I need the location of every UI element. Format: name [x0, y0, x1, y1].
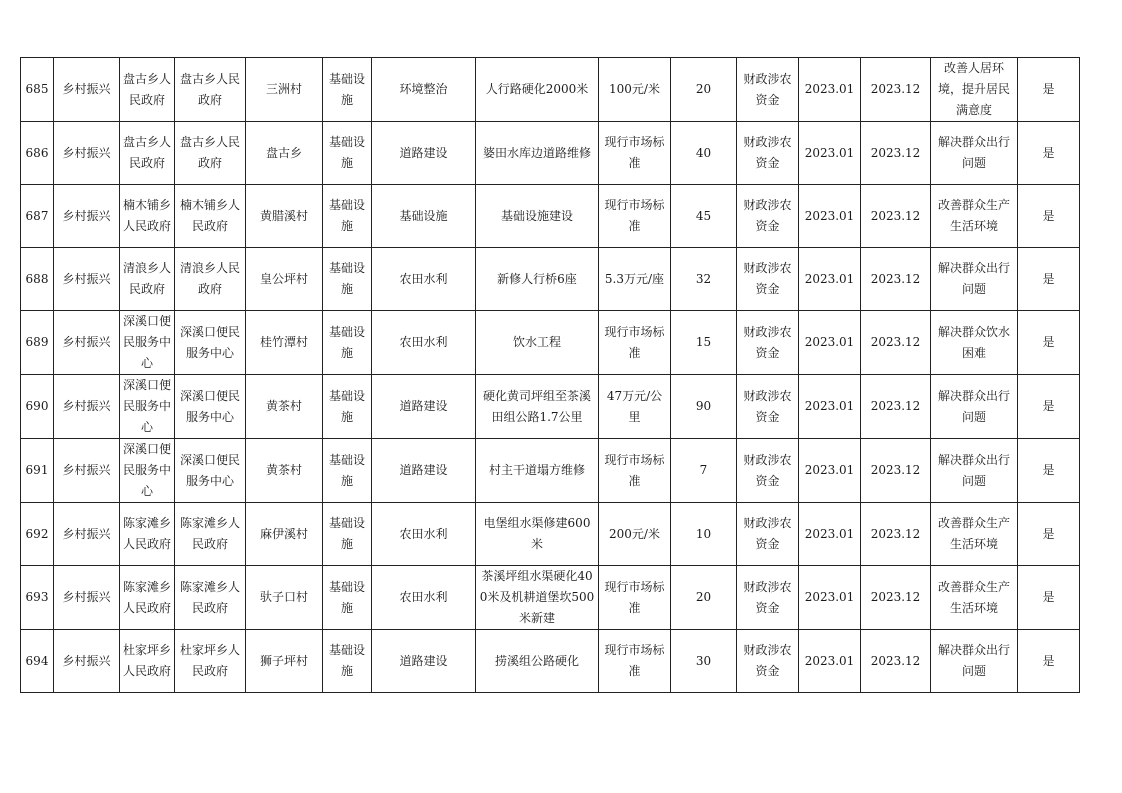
responsible-unit-cell: 盘古乡人民政府	[120, 58, 175, 122]
start-date-cell: 2023.01	[799, 630, 861, 693]
end-date-cell: 2023.12	[861, 122, 931, 185]
start-date-cell: 2023.01	[799, 311, 861, 375]
project-subtype-cell: 农田水利	[372, 566, 476, 630]
end-date-cell: 2023.12	[861, 311, 931, 375]
benefit-cell: 解决群众出行问题	[931, 630, 1018, 693]
row-number-cell: 688	[21, 248, 54, 311]
implementing-unit-cell: 深溪口便民服务中心	[175, 311, 246, 375]
subsidy-standard-cell: 5.3万元/座	[599, 248, 671, 311]
implementing-unit-cell: 盘古乡人民政府	[175, 122, 246, 185]
responsible-unit-cell: 陈家滩乡人民政府	[120, 566, 175, 630]
start-date-cell: 2023.01	[799, 122, 861, 185]
location-cell: 盘古乡	[246, 122, 323, 185]
fund-source-cell: 财政涉农资金	[737, 503, 799, 566]
implementing-unit-cell: 深溪口便民服务中心	[175, 439, 246, 503]
investment-amount-cell: 90	[671, 375, 737, 439]
category-cell: 乡村振兴	[54, 630, 120, 693]
table-row	[21, 375, 1080, 439]
construction-content-cell: 硬化黄司坪组至茶溪田组公路1.7公里	[476, 375, 599, 439]
table-row	[21, 439, 1080, 503]
benefit-cell: 改善群众生产生活环境	[931, 566, 1018, 630]
project-subtype-cell: 农田水利	[372, 248, 476, 311]
end-date-cell: 2023.12	[861, 375, 931, 439]
investment-amount-cell: 40	[671, 122, 737, 185]
project-type-cell: 基础设施	[323, 375, 372, 439]
project-type-cell: 基础设施	[323, 503, 372, 566]
project-subtype-cell: 道路建设	[372, 122, 476, 185]
implementing-unit-cell: 深溪口便民服务中心	[175, 375, 246, 439]
start-date-cell: 2023.01	[799, 375, 861, 439]
benefit-cell: 解决群众出行问题	[931, 122, 1018, 185]
investment-amount-cell: 20	[671, 566, 737, 630]
responsible-unit-cell: 清浪乡人民政府	[120, 248, 175, 311]
start-date-cell: 2023.01	[799, 439, 861, 503]
project-subtype-cell: 农田水利	[372, 311, 476, 375]
table-row	[21, 566, 1080, 630]
subsidy-standard-cell: 现行市场标准	[599, 185, 671, 248]
row-number-cell: 687	[21, 185, 54, 248]
fund-source-cell: 财政涉农资金	[737, 375, 799, 439]
investment-amount-cell: 32	[671, 248, 737, 311]
category-cell: 乡村振兴	[54, 439, 120, 503]
project-type-cell: 基础设施	[323, 566, 372, 630]
implementing-unit-cell: 盘古乡人民政府	[175, 58, 246, 122]
project-type-cell: 基础设施	[323, 311, 372, 375]
implementing-unit-cell: 杜家坪乡人民政府	[175, 630, 246, 693]
row-number-cell: 693	[21, 566, 54, 630]
table-row	[21, 185, 1080, 248]
location-cell: 黄茶村	[246, 439, 323, 503]
project-type-cell: 基础设施	[323, 248, 372, 311]
project-type-cell: 基础设施	[323, 122, 372, 185]
row-number-cell: 691	[21, 439, 54, 503]
flag-cell: 是	[1018, 439, 1080, 503]
row-number-cell: 689	[21, 311, 54, 375]
category-cell: 乡村振兴	[54, 58, 120, 122]
location-cell: 狮子坪村	[246, 630, 323, 693]
flag-cell: 是	[1018, 566, 1080, 630]
construction-content-cell: 人行路硬化2000米	[476, 58, 599, 122]
project-subtype-cell: 环境整治	[372, 58, 476, 122]
project-subtype-cell: 基础设施	[372, 185, 476, 248]
construction-content-cell: 村主干道塌方维修	[476, 439, 599, 503]
flag-cell: 是	[1018, 248, 1080, 311]
category-cell: 乡村振兴	[54, 122, 120, 185]
flag-cell: 是	[1018, 503, 1080, 566]
benefit-cell: 改善群众生产生活环境	[931, 185, 1018, 248]
end-date-cell: 2023.12	[861, 248, 931, 311]
fund-source-cell: 财政涉农资金	[737, 566, 799, 630]
construction-content-cell: 新修人行桥6座	[476, 248, 599, 311]
table-row	[21, 248, 1080, 311]
responsible-unit-cell: 盘古乡人民政府	[120, 122, 175, 185]
table-row	[21, 311, 1080, 375]
responsible-unit-cell: 深溪口便民服务中心	[120, 439, 175, 503]
table-row	[21, 503, 1080, 566]
fund-source-cell: 财政涉农资金	[737, 122, 799, 185]
benefit-cell: 改善人居环境，提升居民满意度	[931, 58, 1018, 122]
category-cell: 乡村振兴	[54, 566, 120, 630]
row-number-cell: 685	[21, 58, 54, 122]
row-number-cell: 692	[21, 503, 54, 566]
fund-source-cell: 财政涉农资金	[737, 58, 799, 122]
end-date-cell: 2023.12	[861, 566, 931, 630]
construction-content-cell: 婆田水库边道路维修	[476, 122, 599, 185]
start-date-cell: 2023.01	[799, 248, 861, 311]
fund-source-cell: 财政涉农资金	[737, 439, 799, 503]
project-subtype-cell: 道路建设	[372, 630, 476, 693]
end-date-cell: 2023.12	[861, 185, 931, 248]
row-number-cell: 690	[21, 375, 54, 439]
flag-cell: 是	[1018, 630, 1080, 693]
benefit-cell: 解决群众出行问题	[931, 248, 1018, 311]
subsidy-standard-cell: 现行市场标准	[599, 311, 671, 375]
end-date-cell: 2023.12	[861, 439, 931, 503]
end-date-cell: 2023.12	[861, 630, 931, 693]
subsidy-standard-cell: 现行市场标准	[599, 122, 671, 185]
project-table	[20, 57, 1080, 693]
start-date-cell: 2023.01	[799, 503, 861, 566]
category-cell: 乡村振兴	[54, 311, 120, 375]
fund-source-cell: 财政涉农资金	[737, 185, 799, 248]
fund-source-cell: 财政涉农资金	[737, 630, 799, 693]
responsible-unit-cell: 深溪口便民服务中心	[120, 375, 175, 439]
implementing-unit-cell: 楠木铺乡人民政府	[175, 185, 246, 248]
implementing-unit-cell: 清浪乡人民政府	[175, 248, 246, 311]
construction-content-cell: 基础设施建设	[476, 185, 599, 248]
responsible-unit-cell: 杜家坪乡人民政府	[120, 630, 175, 693]
flag-cell: 是	[1018, 185, 1080, 248]
subsidy-standard-cell: 现行市场标准	[599, 630, 671, 693]
project-type-cell: 基础设施	[323, 630, 372, 693]
construction-content-cell: 饮水工程	[476, 311, 599, 375]
project-type-cell: 基础设施	[323, 58, 372, 122]
implementing-unit-cell: 陈家滩乡人民政府	[175, 503, 246, 566]
location-cell: 三洲村	[246, 58, 323, 122]
subsidy-standard-cell: 现行市场标准	[599, 439, 671, 503]
flag-cell: 是	[1018, 375, 1080, 439]
category-cell: 乡村振兴	[54, 185, 120, 248]
project-subtype-cell: 道路建设	[372, 439, 476, 503]
responsible-unit-cell: 陈家滩乡人民政府	[120, 503, 175, 566]
implementing-unit-cell: 陈家滩乡人民政府	[175, 566, 246, 630]
table-row	[21, 58, 1080, 122]
investment-amount-cell: 15	[671, 311, 737, 375]
project-type-cell: 基础设施	[323, 185, 372, 248]
category-cell: 乡村振兴	[54, 375, 120, 439]
investment-amount-cell: 10	[671, 503, 737, 566]
responsible-unit-cell: 楠木铺乡人民政府	[120, 185, 175, 248]
flag-cell: 是	[1018, 311, 1080, 375]
subsidy-standard-cell: 100元/米	[599, 58, 671, 122]
start-date-cell: 2023.01	[799, 566, 861, 630]
location-cell: 麻伊溪村	[246, 503, 323, 566]
flag-cell: 是	[1018, 122, 1080, 185]
responsible-unit-cell: 深溪口便民服务中心	[120, 311, 175, 375]
construction-content-cell: 茶溪坪组水渠硬化400米及机耕道堡坎500米新建	[476, 566, 599, 630]
location-cell: 皇公坪村	[246, 248, 323, 311]
table-row	[21, 630, 1080, 693]
location-cell: 驮子口村	[246, 566, 323, 630]
location-cell: 桂竹潭村	[246, 311, 323, 375]
construction-content-cell: 捞溪组公路硬化	[476, 630, 599, 693]
category-cell: 乡村振兴	[54, 503, 120, 566]
benefit-cell: 解决群众出行问题	[931, 439, 1018, 503]
investment-amount-cell: 20	[671, 58, 737, 122]
flag-cell: 是	[1018, 58, 1080, 122]
fund-source-cell: 财政涉农资金	[737, 311, 799, 375]
project-subtype-cell: 道路建设	[372, 375, 476, 439]
location-cell: 黄腊溪村	[246, 185, 323, 248]
start-date-cell: 2023.01	[799, 185, 861, 248]
table-body	[21, 58, 1080, 693]
subsidy-standard-cell: 47万元/公里	[599, 375, 671, 439]
row-number-cell: 694	[21, 630, 54, 693]
investment-amount-cell: 30	[671, 630, 737, 693]
table-row	[21, 122, 1080, 185]
project-subtype-cell: 农田水利	[372, 503, 476, 566]
end-date-cell: 2023.12	[861, 503, 931, 566]
investment-amount-cell: 7	[671, 439, 737, 503]
location-cell: 黄茶村	[246, 375, 323, 439]
start-date-cell: 2023.01	[799, 58, 861, 122]
row-number-cell: 686	[21, 122, 54, 185]
subsidy-standard-cell: 200元/米	[599, 503, 671, 566]
fund-source-cell: 财政涉农资金	[737, 248, 799, 311]
subsidy-standard-cell: 现行市场标准	[599, 566, 671, 630]
end-date-cell: 2023.12	[861, 58, 931, 122]
benefit-cell: 解决群众饮水困难	[931, 311, 1018, 375]
project-type-cell: 基础设施	[323, 439, 372, 503]
benefit-cell: 解决群众出行问题	[931, 375, 1018, 439]
investment-amount-cell: 45	[671, 185, 737, 248]
construction-content-cell: 电堡组水渠修建600米	[476, 503, 599, 566]
benefit-cell: 改善群众生产生活环境	[931, 503, 1018, 566]
category-cell: 乡村振兴	[54, 248, 120, 311]
